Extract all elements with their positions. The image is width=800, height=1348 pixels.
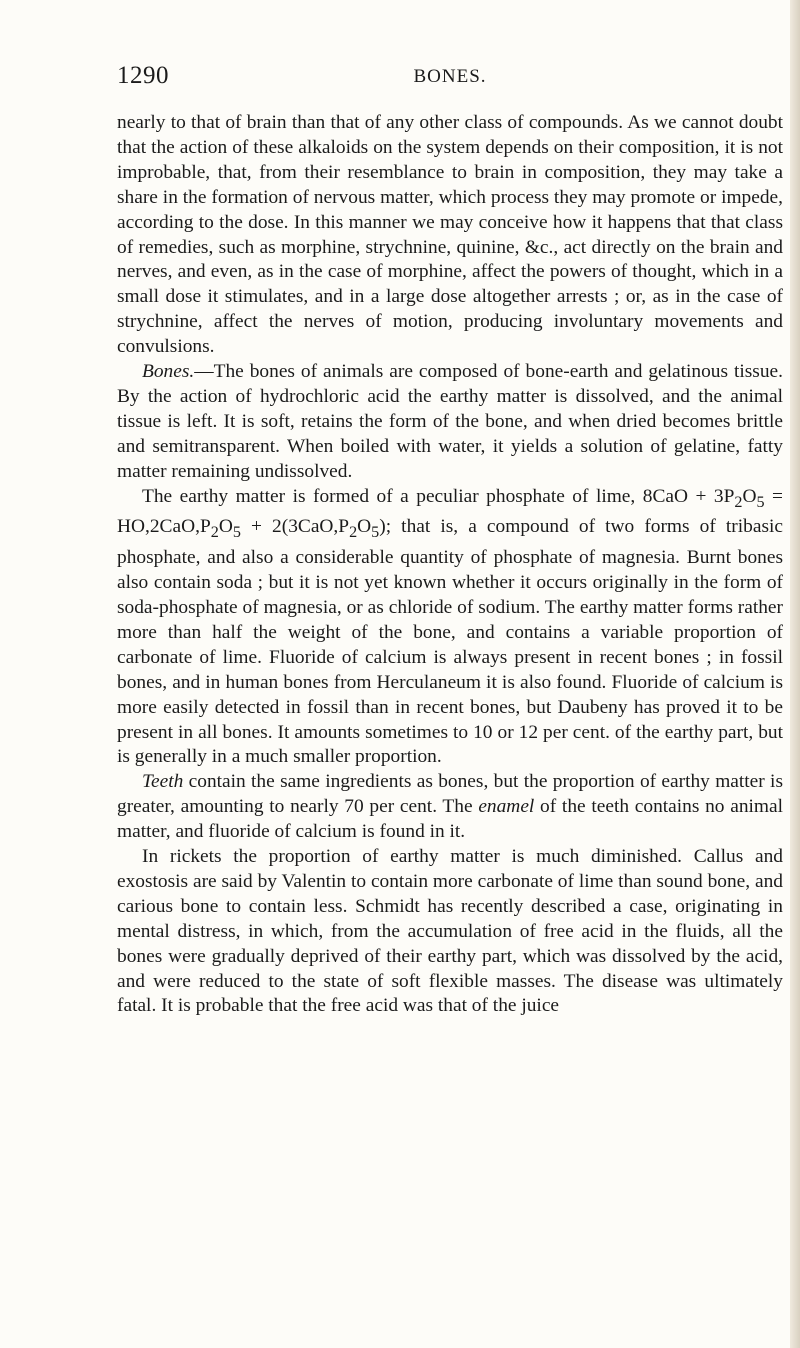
paragraph <box>117 485 783 771</box>
paragraph <box>117 360 783 485</box>
subscript: 5 <box>371 524 380 542</box>
text-run: The earthy matter is formed of a peculiar phosphate of lime, 8CaO + 3P <box>142 485 735 507</box>
text-run: O <box>742 485 757 507</box>
italic-run: enamel <box>478 796 535 818</box>
subscript: 5 <box>232 524 241 542</box>
page-number: 1290 <box>117 62 169 89</box>
paragraph <box>117 111 783 360</box>
italic-run: Bones. <box>142 361 195 383</box>
paragraph <box>117 845 783 1019</box>
text-run: O <box>357 516 372 538</box>
text-run: of the teeth contains no animal matter, and fluoride of calcium is found in it. <box>117 796 784 843</box>
text-run: In rickets the proportion of earthy matter is much diminished. Callus and exostosis are said by Valentin to contain more carbonate of lime than sound bone, and carious bone to contain less. Schmidt has recently described a case, originating in mental distress, in which, from the accumulation of free acid in the fluids, all the bones were gradually deprived of their earthy part, which was dissolved by the acid, and were reduced to the state of soft flexible masses. The disease was ultimately fatal. It is probable that the free acid was that of the juice <box>117 846 783 1017</box>
body-text <box>117 111 783 1019</box>
text-run: O <box>218 516 233 538</box>
text-run: ); that is, a compound of two forms of tribasic phosphate, and also a considerable quantity of phosphate of magnesia. Burnt bones also contain soda ; but it is not yet known whether it occurs originally in the form of soda-phosphate of magnesia, or as chloride of sodium. The earthy matter forms rather more than half the weight of the bone, and contains a variable proportion of carbonate of lime. Fluoride of calcium is always present in recent bones ; in fossil bones, and in human bones from Herculaneum it is also found. Fluoride of calcium is more easily detected in fossil than in recent bones, but Daubeny has proved it to be present in all bones. It amounts sometimes to 10 or 12 per cent. of the earthy part, but is generally in a much smaller proportion. <box>117 516 783 768</box>
text-run: + 2(3CaO,P <box>240 516 350 538</box>
text-run: —The bones of animals are composed of bone-earth and gelatinous tissue. By the action of hydrochloric acid the earthy matter is dissolved, and the animal tissue is left. It is soft, retains the form of the bone, and when dried becomes brittle and semitransparent. When boiled with water, it yields a solution of gelatine, fatty matter remaining undissolved. <box>117 361 783 482</box>
text-run: nearly to that of brain than that of any other class of compounds. As we cannot doubt that the action of these alkaloids on the system depends on their composition, it is not improbable, that, from their resemblance to brain in composition, they may take a share in the formation of nervous matter, which process they may promote or impede, according to the dose. In this manner we may conceive how it happens that that class of remedies, such as morphine, strychnine, quinine, &c., act directly on the brain and nerves, and even, as in the case of morphine, affect the powers of thought, which in a small dose it stimulates, and in a large dose altogether arrests ; or, as in the case of strychnine, affect the nerves of motion, producing involuntary movements and convulsions. <box>117 112 783 358</box>
page-header <box>117 62 783 92</box>
subscript: 2 <box>210 524 219 542</box>
paragraph <box>117 770 783 845</box>
subscript: 2 <box>734 493 743 511</box>
running-head: BONES. <box>413 66 487 87</box>
text-run: contain the same ingredients as bones, but the proportion of earthy matter is greater, amounting to nearly 70 per cent. The <box>117 771 783 818</box>
subscript: 2 <box>349 524 358 542</box>
subscript: 5 <box>756 493 765 511</box>
italic-run: Teeth <box>142 771 184 793</box>
text-run: = HO,2CaO,P <box>117 485 783 538</box>
page-edge <box>790 0 800 1348</box>
